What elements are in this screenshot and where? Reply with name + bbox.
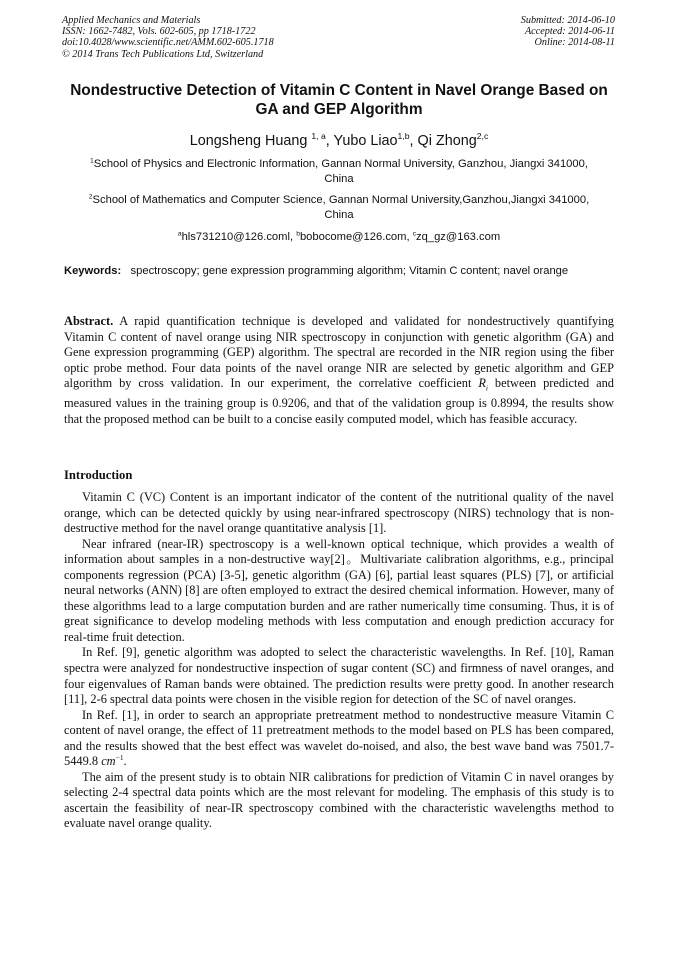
intro-paragraph-4 [64,708,614,770]
author-name: Yubo Liao [333,133,398,149]
copyright-line: © 2014 Trans Tech Publications Ltd, Switzerland [62,48,264,60]
affiliation-sup: 1 [90,157,94,165]
author-name: Longsheng Huang [189,133,308,149]
introduction-body [64,490,614,832]
email-sep: , [289,231,297,243]
intro-paragraph-3: In Ref. [9], genetic algorithm was adopted to select the characteristic wavelengths. In Ref. [10], Raman spectra were analyzed for nondestructive inspection of sugar content (SC) and firmness of navel oranges, and four eigenvalues of Raman bands were obtained. The prediction results were pretty good. In another research [11], 2-6 spectral data points were chosen in the visible region for detection of the SC of navel oranges. [64,645,614,707]
paper-title: Nondestructive Detection of Vitamin C Content in Navel Orange Based on GA and GEP Algorithm [70,82,608,118]
affiliation-sup: 2 [88,193,93,201]
intro-paragraph-5: The aim of the present study is to obtain NIR calibrations for prediction of Vitamin C in navel oranges by selecting 2-4 spectral data points which are the most relevant for modeling. The emphasis of this study is to ascertain the feasibility of near-IR spectroscopy combined with the characteristic wavelengths method to evaluate navel orange quality. [64,769,614,831]
abstract-text-end: between predicted and measured values in the training group is 0.9206, and that of the validation group is 0.8994, the results show that the proposed method can be built to a concise easily computed model, which has feasible accuracy. [64,376,614,426]
affiliation-text: School of Mathematics and Computer Science, Gannan Normal University,Ganzhou,Jiangxi 341000, China [92,194,590,221]
keywords-label: Keywords: [64,265,122,277]
author-name: Qi Zhong [417,133,477,149]
email-sup: a [177,230,182,238]
intro-p4-end: . [123,754,127,769]
affiliation-1 [80,157,598,187]
section-heading-introduction: Introduction [64,468,133,482]
email-link[interactable]: zq_gz@163.com [416,231,501,243]
abstract-label: Abstract. [64,314,114,328]
issn-line: ISSN: 1662-7482, Vols. 602-605, pp 1718-1722 [62,26,256,38]
author-sep: , [409,133,418,149]
author-sup: 1, a [311,131,326,142]
doi-line: doi:10.4028/www.scientific.net/AMM.602-605.1718 [62,37,274,49]
submitted-date: Submitted: 2014-06-10 [520,15,615,26]
author-emails [62,230,616,244]
abstract-text: A rapid quantification technique is developed and validated for nondestructively quantifying Vitamin C content of navel orange using NIR spectroscopy in conjunction with genetic algorithm (GA) and Gene expression programming (GEP) algorithm. The spectral are recorded in the NIR region using the fiber optic probe method. Four data points of the navel orange NIR are selected by genetic algorithm and GEP algorithm by cross validation. In our experiment, the correlative coefficient [64,314,614,391]
author-sep: , [325,133,334,149]
intro-paragraph-2: Near infrared (near-IR) spectroscopy is a well-known optical technique, which provides a wealth of information about samples in a non-destructive way[2]。Multivariate calibration algorithms, e.g., principal components regression (PCA) [3-5], genetic algorithm (GA) [6], partial least squares (PLS) [7], or artificial neural networks (ANN) [8] are often employed to extract the desired chemical information. However, many of these algorithms lead to a large computation burden and are rather numerically time consuming. Thus, it is of great significance to develop modeling methods with less computation and enough prediction accuracy for real-time fruit detection. [64,536,614,644]
symbol-r-sub: i [485,383,488,393]
keywords-text: spectroscopy; gene expression programming algorithm; Vitamin C content; navel orange [130,265,569,277]
keywords [64,264,614,279]
email-sup: b [296,230,300,238]
email-sep: , [406,231,413,243]
journal-name: Applied Mechanics and Materials [62,15,201,26]
abstract [64,314,614,427]
symbol-r: R [478,376,486,391]
journal-info [62,15,392,60]
dates-info [375,15,615,49]
email-link[interactable]: bobocome@126.com [299,231,407,243]
accepted-date: Accepted: 2014-06-11 [524,26,615,38]
unit-cm: cm [101,754,116,769]
affiliation-2 [80,193,598,223]
author-sup: 2,c [476,131,489,142]
email-link[interactable]: hls731210@126.coml [181,231,290,243]
author-list [62,132,616,150]
intro-p4-text: In Ref. [1], in order to search an appropriate pretreatment method to nondestructive measure Vitamin C content of navel orange, the effect of 11 pretreatment methods to the model based on PLS has been compared, and the results showed that the best effect was wavelet do-noised, and also, the best wave band was 7501.7-5449.8 [64,707,614,769]
author-sup: 1,b [397,131,410,142]
unit-exponent: −1 [115,753,124,763]
online-date: Online: 2014-08-11 [534,37,615,49]
affiliation-text: School of Physics and Electronic Information, Gannan Normal University, Ganzhou, Jiangxi 341000, China [93,158,588,185]
intro-paragraph-1: Vitamin C (VC) Content is an important indicator of the content of the nutritional quality of the navel orange, which can be detected quickly by using near-infrared spectroscopy (NIRS) technology that is non-destructive method for the navel orange quantitative analysis [1]. [64,490,614,536]
email-sup: c [412,230,417,238]
